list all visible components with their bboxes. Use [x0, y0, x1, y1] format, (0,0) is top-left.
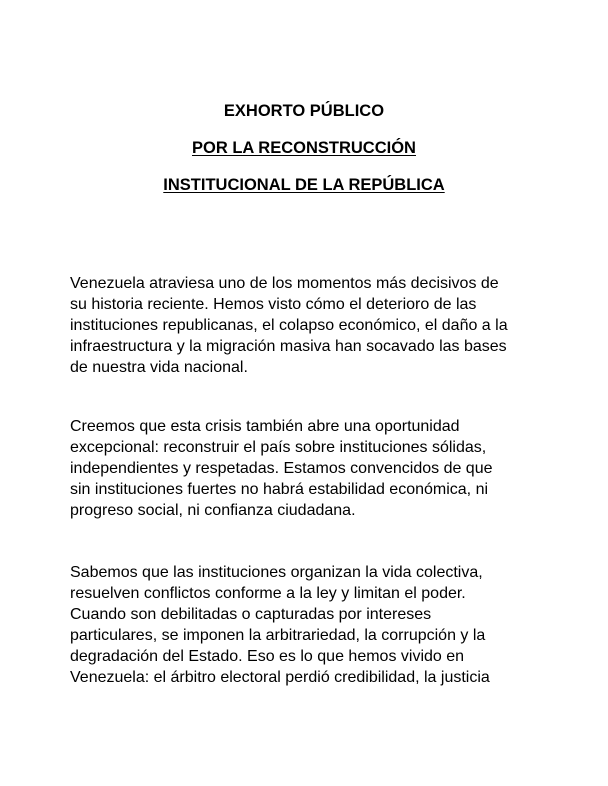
title-line-3: INSTITUCIONAL DE LA REPÚBLICA: [163, 176, 445, 194]
title-line-1: EXHORTO PÚBLICO: [223, 102, 385, 120]
paragraph-line: su historia reciente. Hemos visto cómo el deterioro de las: [70, 296, 477, 313]
paragraph-2: [70, 416, 550, 521]
paragraph-line: resuelven conflictos conforme a la ley y limitan el poder.: [70, 585, 466, 602]
paragraph-1: [70, 273, 550, 378]
title-line-2: POR LA RECONSTRUCCIÓN: [192, 139, 416, 157]
paragraph-line: instituciones republicanas, el colapso económico, el daño a la: [70, 317, 508, 334]
paragraph-3: [70, 562, 550, 688]
document-title: [0, 101, 608, 195]
paragraph-line: Creemos que esta crisis también abre una oportunidad: [70, 418, 460, 435]
paragraph-line: excepcional: reconstruir el país sobre instituciones sólidas,: [70, 439, 487, 456]
paragraph-line: progreso social, ni confianza ciudadana.: [70, 502, 356, 519]
paragraph-line: infraestructura y la migración masiva han socavado las bases: [70, 338, 507, 355]
paragraph-line: Venezuela atraviesa uno de los momentos más decisivos de: [70, 275, 499, 292]
paragraph-line: independientes y respetadas. Estamos convencidos de que: [70, 460, 493, 477]
paragraph-line: Cuando son debilitadas o capturadas por intereses: [70, 606, 432, 623]
paragraph-line: de nuestra vida nacional.: [70, 359, 248, 376]
paragraph-line: particulares, se imponen la arbitrariedad, la corrupción y la: [70, 627, 486, 644]
paragraph-line: Venezuela: el árbitro electoral perdió credibilidad, la justicia: [70, 669, 490, 686]
paragraph-line: sin instituciones fuertes no habrá estabilidad económica, ni: [70, 481, 489, 498]
paragraph-line: Sabemos que las instituciones organizan la vida colectiva,: [70, 564, 483, 581]
paragraph-line: degradación del Estado. Eso es lo que hemos vivido en: [70, 648, 465, 665]
